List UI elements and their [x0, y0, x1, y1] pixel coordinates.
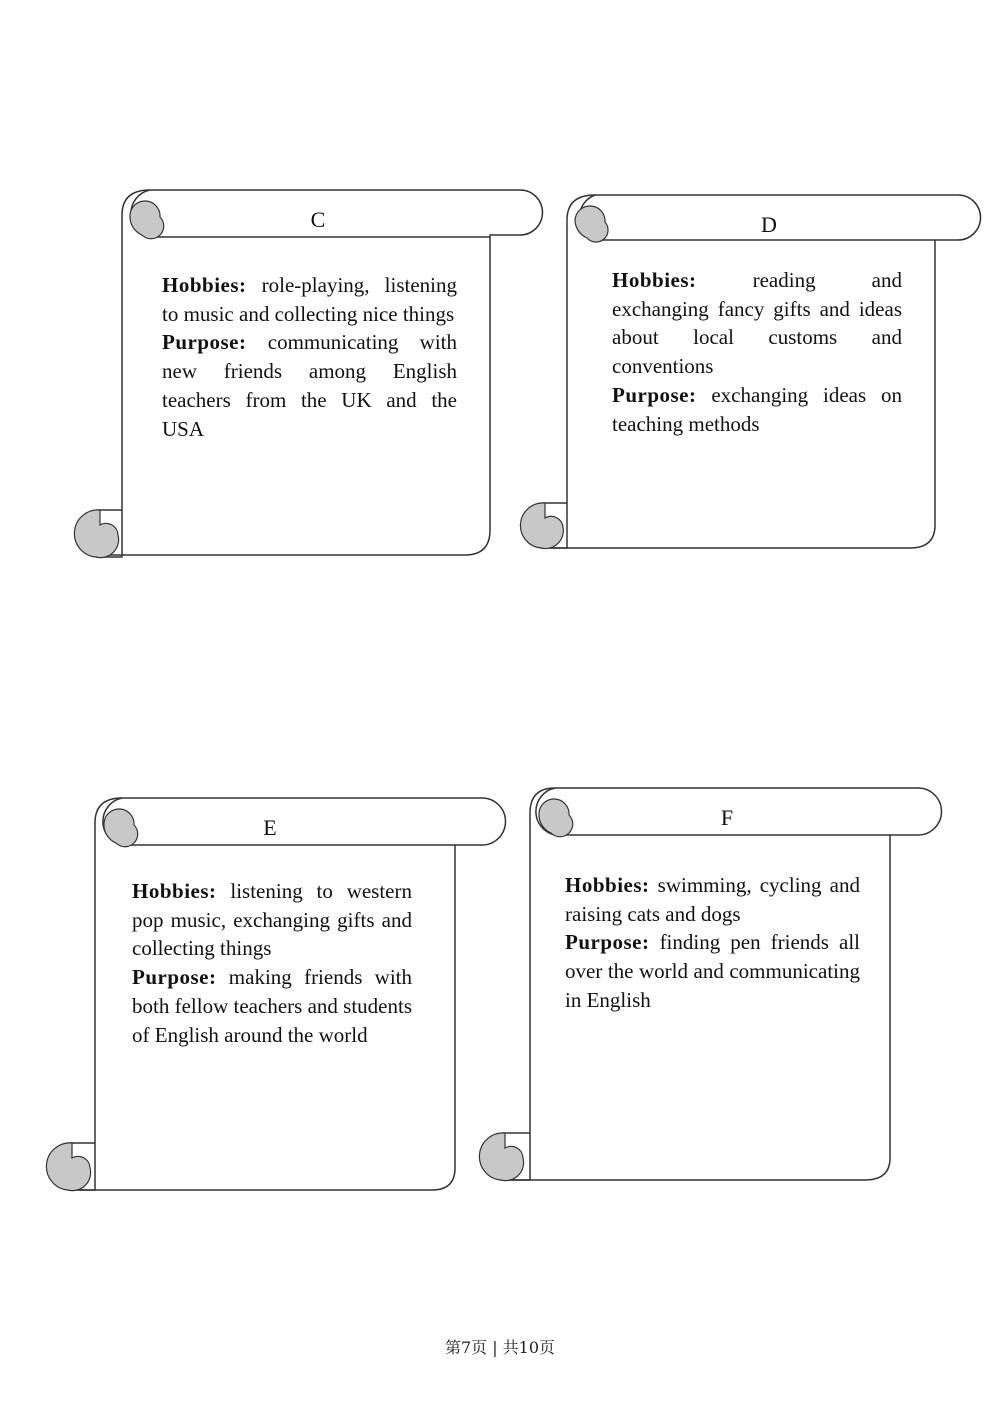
purpose-text: communicating with new friends among English teachers from the UK and the USA	[162, 330, 457, 441]
scroll-body	[565, 871, 860, 1015]
purpose-label: Purpose:	[565, 930, 650, 955]
hobbies-label: Hobbies:	[132, 879, 217, 903]
purpose-label: Purpose:	[132, 965, 217, 990]
hobbies-label: Hobbies:	[565, 873, 650, 897]
purpose-text: making friends with both fellow teachers and students of English around the world	[132, 965, 412, 1047]
purpose-entry	[565, 928, 860, 1014]
hobbies-text: reading and exchanging fancy gifts and ideas about local customs and conventions	[612, 268, 902, 379]
purpose-label: Purpose:	[162, 330, 247, 355]
purpose-text: exchanging ideas on teaching methods	[612, 382, 903, 436]
hobbies-label: Hobbies:	[162, 273, 247, 297]
purpose-entry	[162, 328, 457, 443]
hobbies-entry	[162, 271, 457, 328]
scroll-d	[515, 190, 985, 560]
purpose-text: finding pen friends all over the world and communicating in English	[565, 930, 861, 1012]
scroll-c	[70, 185, 540, 565]
hobbies-text: role-playing, listening to music and collecting nice things	[162, 273, 458, 326]
hobbies-text: listening to western pop music, exchanging gifts and collecting things	[132, 879, 412, 961]
hobbies-entry	[132, 877, 412, 963]
scroll-f	[475, 783, 945, 1188]
purpose-entry	[132, 963, 412, 1049]
hobbies-entry	[612, 266, 902, 381]
scroll-letter: F	[720, 805, 734, 830]
scroll-body	[162, 271, 457, 443]
hobbies-label: Hobbies:	[612, 268, 697, 292]
hobbies-text: swimming, cycling and raising cats and dogs	[565, 873, 860, 926]
scroll-body	[612, 266, 902, 438]
scroll-e	[42, 793, 512, 1198]
scroll-letter: C	[310, 207, 326, 232]
purpose-entry	[612, 381, 902, 438]
hobbies-entry	[565, 871, 860, 928]
scroll-body	[132, 877, 412, 1147]
purpose-label: Purpose:	[612, 382, 697, 407]
scroll-letter: E	[263, 815, 277, 840]
page-footer: 第7页 | 共10页	[444, 1338, 556, 1357]
scroll-letter: D	[761, 212, 777, 237]
